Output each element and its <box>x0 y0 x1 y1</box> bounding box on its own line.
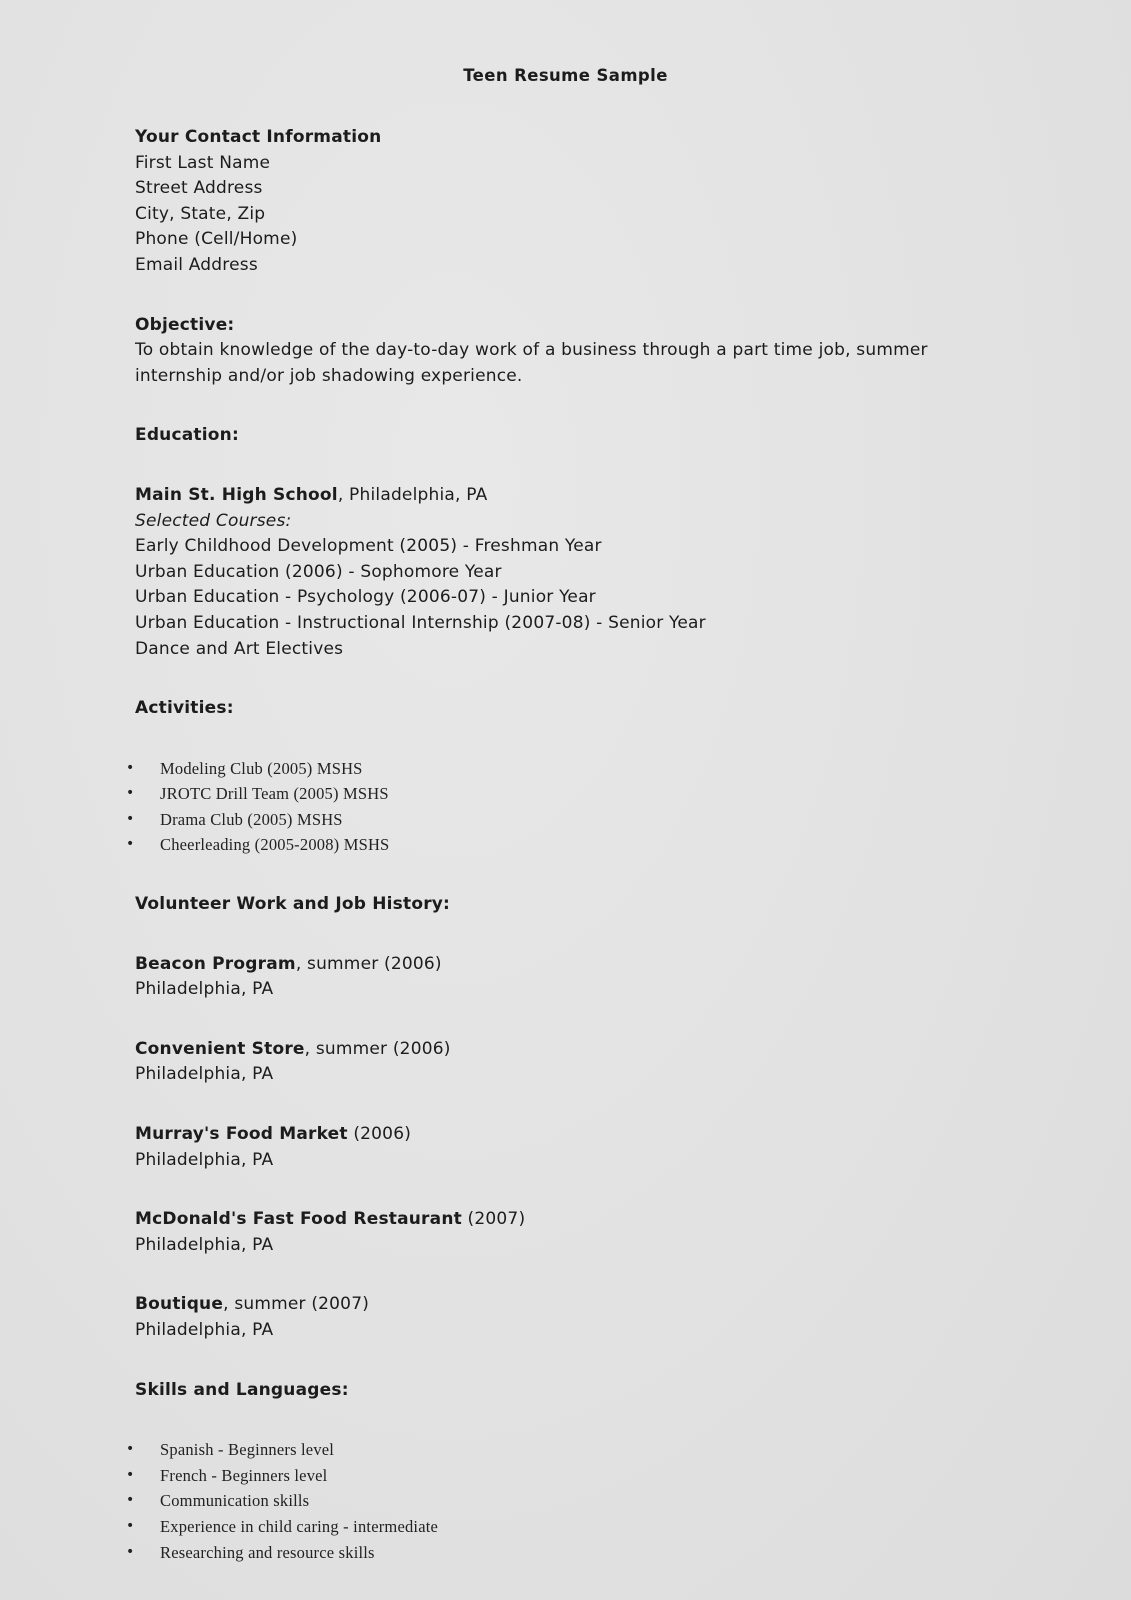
objective-heading: Objective: <box>135 314 235 335</box>
skill-text: Spanish - Beginners level <box>160 1440 335 1460</box>
education-heading: Education: <box>135 425 239 446</box>
job-name: Boutique <box>135 1294 224 1315</box>
contact-email: Email Address <box>135 254 258 275</box>
objective-text-line-2: internship and/or job shadowing experience. <box>135 365 523 386</box>
skill-text: Researching and resource skills <box>160 1542 375 1562</box>
contact-heading: Your Contact Information <box>135 127 382 147</box>
bullet-icon: • <box>126 759 135 776</box>
skill-text: Communication skills <box>160 1491 310 1511</box>
job-entry <box>135 1207 995 1258</box>
spacer <box>135 858 995 892</box>
list-item <box>126 1540 995 1566</box>
job-title-line <box>135 1122 995 1148</box>
spacer <box>135 1173 995 1207</box>
course-item: Dance and Art Electives <box>135 638 344 659</box>
job-title-line <box>135 1292 995 1318</box>
spacer <box>135 662 995 696</box>
job-entry <box>135 1122 995 1173</box>
job-location: Philadelphia, PA <box>135 979 274 1000</box>
list-item <box>126 781 995 807</box>
job-location: Philadelphia, PA <box>135 1064 274 1085</box>
skills-section <box>126 1378 995 1566</box>
resume-content <box>126 125 995 1565</box>
spacer <box>135 1258 995 1292</box>
spacer <box>135 1403 995 1437</box>
list-item <box>126 1514 995 1540</box>
work-section <box>135 892 995 1344</box>
list-item <box>126 1463 995 1489</box>
job-name: Beacon Program <box>135 953 296 974</box>
list-item <box>126 832 995 858</box>
job-detail: (2006) <box>347 1124 412 1145</box>
job-title-line <box>135 1037 995 1063</box>
activity-text: Modeling Club (2005) MSHS <box>160 758 363 778</box>
spacer <box>135 279 995 313</box>
skills-list <box>126 1437 995 1565</box>
job-detail: , summer (2006) <box>295 953 442 974</box>
bullet-icon: • <box>126 1441 135 1458</box>
work-heading: Volunteer Work and Job History: <box>135 894 451 915</box>
education-section <box>135 423 995 662</box>
skills-heading: Skills and Languages: <box>135 1379 349 1400</box>
job-location: Philadelphia, PA <box>135 1234 274 1255</box>
spacer <box>135 1003 995 1037</box>
course-item: Urban Education - Instructional Internship (2007-08) - Senior Year <box>135 612 706 633</box>
course-item: Early Childhood Development (2005) - Freshman Year <box>135 536 602 557</box>
job-title-line <box>135 1207 995 1233</box>
spacer <box>135 918 995 952</box>
skill-text: French - Beginners level <box>160 1465 328 1485</box>
activities-heading: Activities: <box>135 698 234 719</box>
school-location: , Philadelphia, PA <box>337 484 488 505</box>
contact-phone: Phone (Cell/Home) <box>135 229 298 250</box>
school-line <box>135 483 995 509</box>
list-item <box>126 807 995 833</box>
spacer <box>135 1088 995 1122</box>
course-item: Urban Education (2006) - Sophomore Year <box>135 561 502 582</box>
job-detail: , summer (2006) <box>304 1038 451 1059</box>
contact-city: City, State, Zip <box>135 203 266 224</box>
document-title: Teen Resume Sample <box>463 66 668 85</box>
job-name: Convenient Store <box>135 1038 305 1059</box>
school-name: Main St. High School <box>135 484 338 505</box>
course-item: Urban Education - Psychology (2006-07) - Junior Year <box>135 587 596 608</box>
spacer <box>135 1344 995 1378</box>
bullet-icon: • <box>126 1543 135 1560</box>
activities-section <box>126 696 995 858</box>
spacer <box>135 722 995 756</box>
job-location: Philadelphia, PA <box>135 1320 274 1340</box>
job-entry <box>135 1292 995 1343</box>
list-item <box>126 1437 995 1463</box>
contact-street: Street Address <box>135 178 263 199</box>
activity-text: Drama Club (2005) MSHS <box>160 809 343 829</box>
activity-text: Cheerleading (2005-2008) MSHS <box>160 835 390 855</box>
job-name: Murray's Food Market <box>135 1124 348 1145</box>
job-entry <box>135 1037 995 1088</box>
bullet-icon: • <box>126 836 135 853</box>
spacer <box>135 389 995 423</box>
list-item <box>126 1488 995 1514</box>
activities-list <box>126 756 995 858</box>
objective-section <box>135 313 995 390</box>
job-detail: (2007) <box>461 1209 526 1230</box>
job-title-line <box>135 952 995 978</box>
bullet-icon: • <box>126 1492 135 1509</box>
bullet-icon: • <box>126 810 135 827</box>
job-entry <box>135 952 995 1003</box>
job-detail: , summer (2007) <box>223 1294 370 1315</box>
skill-text: Experience in child caring - intermediate <box>160 1516 439 1536</box>
contact-name: First Last Name <box>135 152 271 173</box>
bullet-icon: • <box>126 785 135 802</box>
job-name: McDonald's Fast Food Restaurant <box>135 1209 462 1230</box>
bullet-icon: • <box>126 1466 135 1483</box>
objective-text-line-1: To obtain knowledge of the day-to-day work of a business through a part time job, summer <box>135 340 928 361</box>
activity-text: JROTC Drill Team (2005) MSHS <box>160 784 389 804</box>
bullet-icon: • <box>126 1517 135 1534</box>
spacer <box>135 449 995 483</box>
courses-label: Selected Courses: <box>135 510 292 531</box>
job-location: Philadelphia, PA <box>135 1149 274 1170</box>
list-item <box>126 756 995 782</box>
contact-section <box>135 125 995 279</box>
